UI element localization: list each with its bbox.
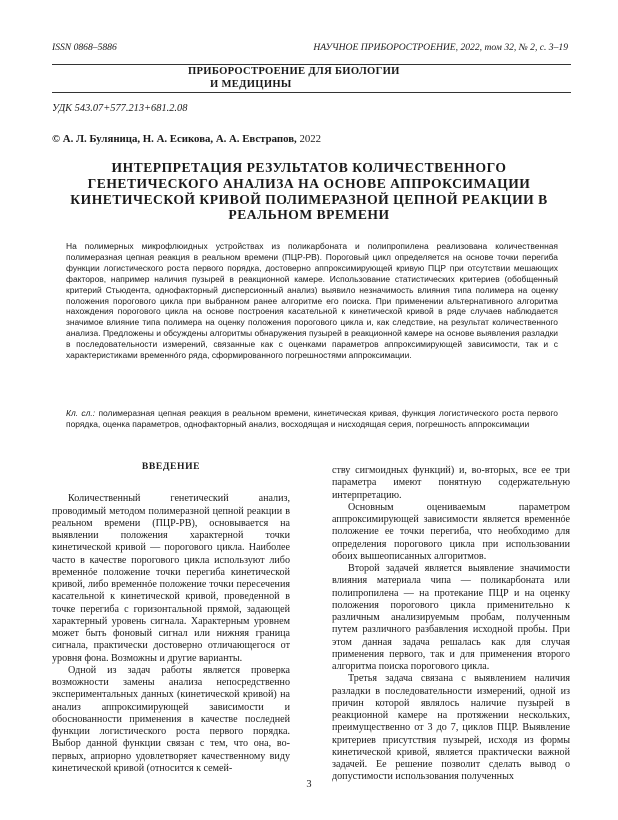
intro-paragraph: Второй задачей является выявление значимости влияния материала чипа — поликарбоната или полипропилена — на протекание ПЦР и на оценку положения порогового цикла применительно к различным анализируемым пробам, полученным путем различного разбавления исходной пробы. При этом данная задача решалась как для случая применения первого, так и для применения второго алгоритма поиска порогового цикла. xyxy=(332,563,570,672)
right-column xyxy=(332,465,570,784)
issn-header: ISSN 0868–5886 xyxy=(52,42,117,53)
section-rule-top xyxy=(52,64,571,65)
intro-paragraph: Третья задача связана с выявлением наличия разладки в последовательности измерений, одной из причин которой являлось наличие пузырей в реакционной камере на протяжении нескольких, преимущественно от 3 до 7, циклов ПЦР. Выявление критериев присутствия пузырей, исходя из формы кинетической кривой, является практически важной задачей. Ее решение позволит сделать вывод о допустимости использования полученных xyxy=(332,673,570,783)
journal-header: НАУЧНОЕ ПРИБОРОСТРОЕНИЕ, 2022, том 32, № 2, c. 3–19 xyxy=(313,42,568,53)
section-rule-bottom xyxy=(52,92,571,93)
section-title xyxy=(188,66,400,91)
intro-paragraph: Количественный генетический анализ, проводимый методом полимеразной цепной реакции в реальном времени (ПЦР-РВ), основывается на выявлении положения характерной точки кинетической кривой — порогового цикла. Наиболее часто в качестве порогового цикла используют либо временнóе положение точки перегиба кинетической кривой, либо временнóе положение точки пересечения касательной к кинетической кривой, проведенной в точке перегиба с горизонтальной прямой, задающей характерный уровень сигнала. Характерным уровнем может быть фоновый сигнал или нижняя граница сигнала, практически достоверно отличающегося от уровня фона. Возможны и другие варианты. xyxy=(52,493,290,664)
publication-year: 2022 xyxy=(296,133,322,145)
intro-heading: ВВЕДЕНИЕ xyxy=(141,461,201,472)
copyright-sign: © xyxy=(52,133,61,145)
intro-paragraph: Основным оцениваемым параметром аппроксимирующей зависимости является временнóе положение ее точки перегиба, что необходимо для определения порогового цикла при использовании обоих вышеописанных алгоритмов. xyxy=(332,501,570,562)
page-number: 3 xyxy=(306,779,312,790)
left-column xyxy=(52,459,290,775)
keywords xyxy=(66,408,558,430)
udk-code: УДК 543.07+577.213+681.2.08 xyxy=(52,103,188,114)
author-names: А. Л. Буляница, Н. А. Есикова, А. А. Евстрапов, xyxy=(62,133,297,145)
section-title-line1: ПРИБОРОСТРОЕНИЕ ДЛЯ БИОЛОГИИ xyxy=(188,66,400,77)
intro-paragraph-continuation: ству сигмоидных функций) и, во-вторых, все ее три параметра имеют понятную содержательную интерпретацию. xyxy=(332,465,570,501)
section-title-line2: И МЕДИЦИНЫ xyxy=(210,78,292,90)
keywords-text: полимеразная цепная реакция в реальном времени, кинетическая кривая, функция логистического роста первого порядка, оценка параметров, однофакторный анализ, восходящая и нисходящая серия, погрешность аппроксимации xyxy=(66,408,558,429)
intro-paragraph: Одной из задач работы является проверка возможности замены анализа непосредственно экспериментальных данных (кинетической кривой) на анализ аппроксимирующей зависимости и обоснованности применения в качестве последней функции логистического роста первого порядка. Выбор данной функции связан с тем, что она, во-первых, априорно удовлетворяет качественному виду кинетической кривой (относится к семей- xyxy=(52,664,290,774)
abstract: На полимерных микрофлюидных устройствах из поликарбоната и полипропилена реализована количественная полимеразная цепная реакция в реальном времени (ПЦР-РВ). Пороговый цикл определяется на основе точки перегиба функции логистического роста первого порядка, достоверно аппроксимирующей кривую ПЦР при отсутствии мешающих факторов, например наличия пузырей в реакционной камере. Использование статистических критериев (обобщенный критерий Стьюдента, однофакторный дисперсионный анализ) выявило незначимость влияния типа полимера на оценку положения порогового цикла при выбранном ранее алгоритме его поиска. При применении альтернативного алгоритма нахождения порогового цикла на основе построения касательной к кинетической кривой в ряде случаев наблюдается значимое влияние типа полимера на оценку положения порогового цикла и, как следствие, на результат количественного анализа. Предложены и обсуждены алгоритмы обнаружения пузырей в реакционной камере на основе выявления разладки в последовательности измерений, связанные как с оценками параметров аппроксимирующей зависимости, так и с характеристиками временнóго ряда, сформированного погрешностями аппроксимации. xyxy=(66,241,558,361)
keywords-label: Кл. сл.: xyxy=(66,408,96,418)
article-title: ИНТЕРПРЕТАЦИЯ РЕЗУЛЬТАТОВ КОЛИЧЕСТВЕННОГО ГЕНЕТИЧЕСКОГО АНАЛИЗА НА ОСНОВЕ АППРОКСИМАЦИИ КИНЕТИЧЕСКОЙ КРИВОЙ ПОЛИМЕРАЗНОЙ ЦЕПНОЙ РЕАКЦИИ В РЕАЛЬНОМ ВРЕМЕНИ xyxy=(70,160,548,223)
authors-line xyxy=(52,133,321,145)
